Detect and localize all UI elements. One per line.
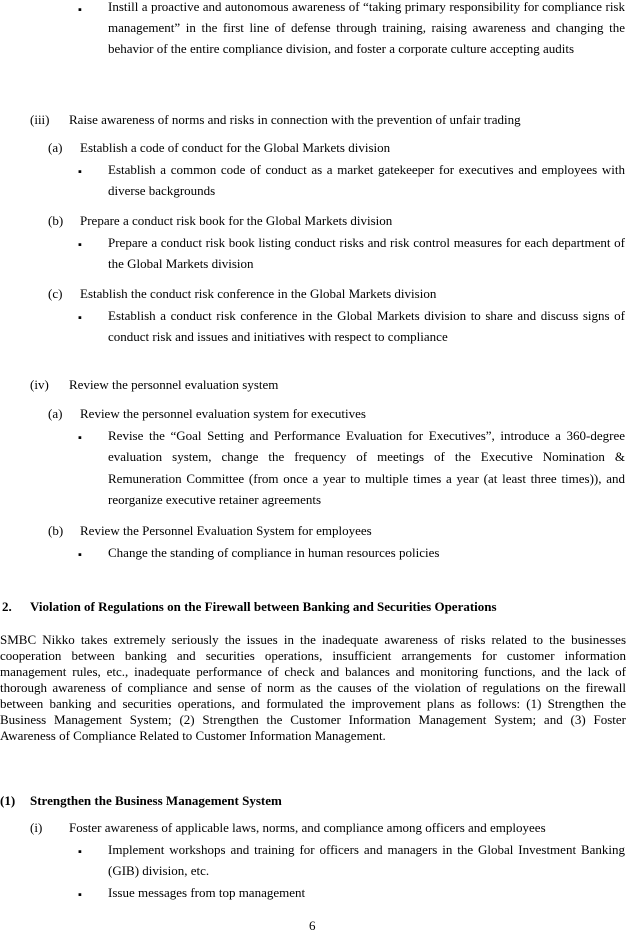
bullet-marker: ▪ — [78, 4, 82, 16]
section-2-paragraph: SMBC Nikko takes extremely seriously the issues in the inadequate awareness of risks related to the businesses cooperation between banking and securities operations, insufficient arrangements for customer information management rules, etc., inadequate performance of check and balances and monitoring functions, and the lack of thorough awareness of compliance and sense of norm as the causes of the violation of regulations on the firewall between banking and securities operations, and formulated the improvement plans as follows: (1) Strengthen the Business Management System; (2) Strengthen the Customer Information Management System; and (3) Foster Awareness of Compliance Related to Customer Information Management. — [0, 632, 626, 743]
item-c-marker: (c) — [48, 286, 63, 301]
page-number: 6 — [309, 918, 316, 933]
bullet-text: Change the standing of compliance in human resources policies — [108, 545, 440, 560]
section-iv-title: Review the personnel evaluation system — [69, 377, 279, 392]
bullet-text: Issue messages from top management — [108, 885, 306, 900]
item-a-marker: (a) — [48, 140, 63, 155]
section-iv-marker: (iv) — [30, 377, 49, 392]
bullet-text: Implement workshops and training for officers and managers in the Global Investment Banking (GIB) division, etc. — [108, 842, 625, 878]
bullet-marker: ▪ — [78, 889, 82, 901]
item-a-title: Establish a code of conduct for the Global Markets division — [80, 140, 391, 155]
bullet-marker: ▪ — [78, 846, 82, 858]
bullet-text: Establish a common code of conduct as a market gatekeeper for executives and employees with diverse backgrounds — [108, 162, 625, 198]
bullet-marker: ▪ — [78, 239, 82, 251]
subsection-1-title: Strengthen the Business Management System — [30, 793, 282, 808]
bullet-marker: ▪ — [78, 166, 82, 178]
bullet-text: Prepare a conduct risk book listing conduct risks and risk control measures for each department of the Global Markets division — [108, 235, 625, 271]
bullet-text: Establish a conduct risk conference in the Global Markets division to share and discuss signs of conduct risk and issues and initiatives with respect to compliance — [108, 308, 625, 344]
item-b-marker: (b) — [48, 523, 64, 538]
bullet-marker: ▪ — [78, 549, 82, 561]
item-c-title: Establish the conduct risk conference in the Global Markets division — [80, 286, 437, 301]
subsection-1-marker: (1) — [0, 793, 16, 808]
item-b-marker: (b) — [48, 213, 64, 228]
section-2-number: 2. — [2, 599, 12, 614]
item-a-marker: (a) — [48, 406, 63, 421]
bullet-text: Revise the “Goal Setting and Performance Evaluation for Executives”, introduce a 360-degree evaluation system, change the frequency of meetings of the Executive Nomination & Remuneration Committee (from once a year to multiple times a year (at least three times)), and reorganize executive retainer agreements — [108, 428, 625, 507]
bullet-marker: ▪ — [78, 312, 82, 324]
bullet-text: Instill a proactive and autonomous awareness of “taking primary responsibility for compliance risk management” in the first line of defense through training, raising awareness and changing the behavior of the entire compliance division, and foster a corporate culture accepting audits — [108, 0, 625, 56]
section-iii-title: Raise awareness of norms and risks in connection with the prevention of unfair trading — [69, 112, 521, 127]
item-i-marker: (i) — [30, 820, 43, 835]
bullet-marker: ▪ — [78, 432, 82, 444]
item-b-title: Prepare a conduct risk book for the Global Markets division — [80, 213, 393, 228]
section-iii-marker: (iii) — [30, 112, 50, 127]
section-2-title: Violation of Regulations on the Firewall between Banking and Securities Operations — [30, 599, 497, 614]
item-i-title: Foster awareness of applicable laws, norms, and compliance among officers and employees — [69, 820, 546, 835]
item-a-title: Review the personnel evaluation system for executives — [80, 406, 366, 421]
item-b-title: Review the Personnel Evaluation System for employees — [80, 523, 372, 538]
